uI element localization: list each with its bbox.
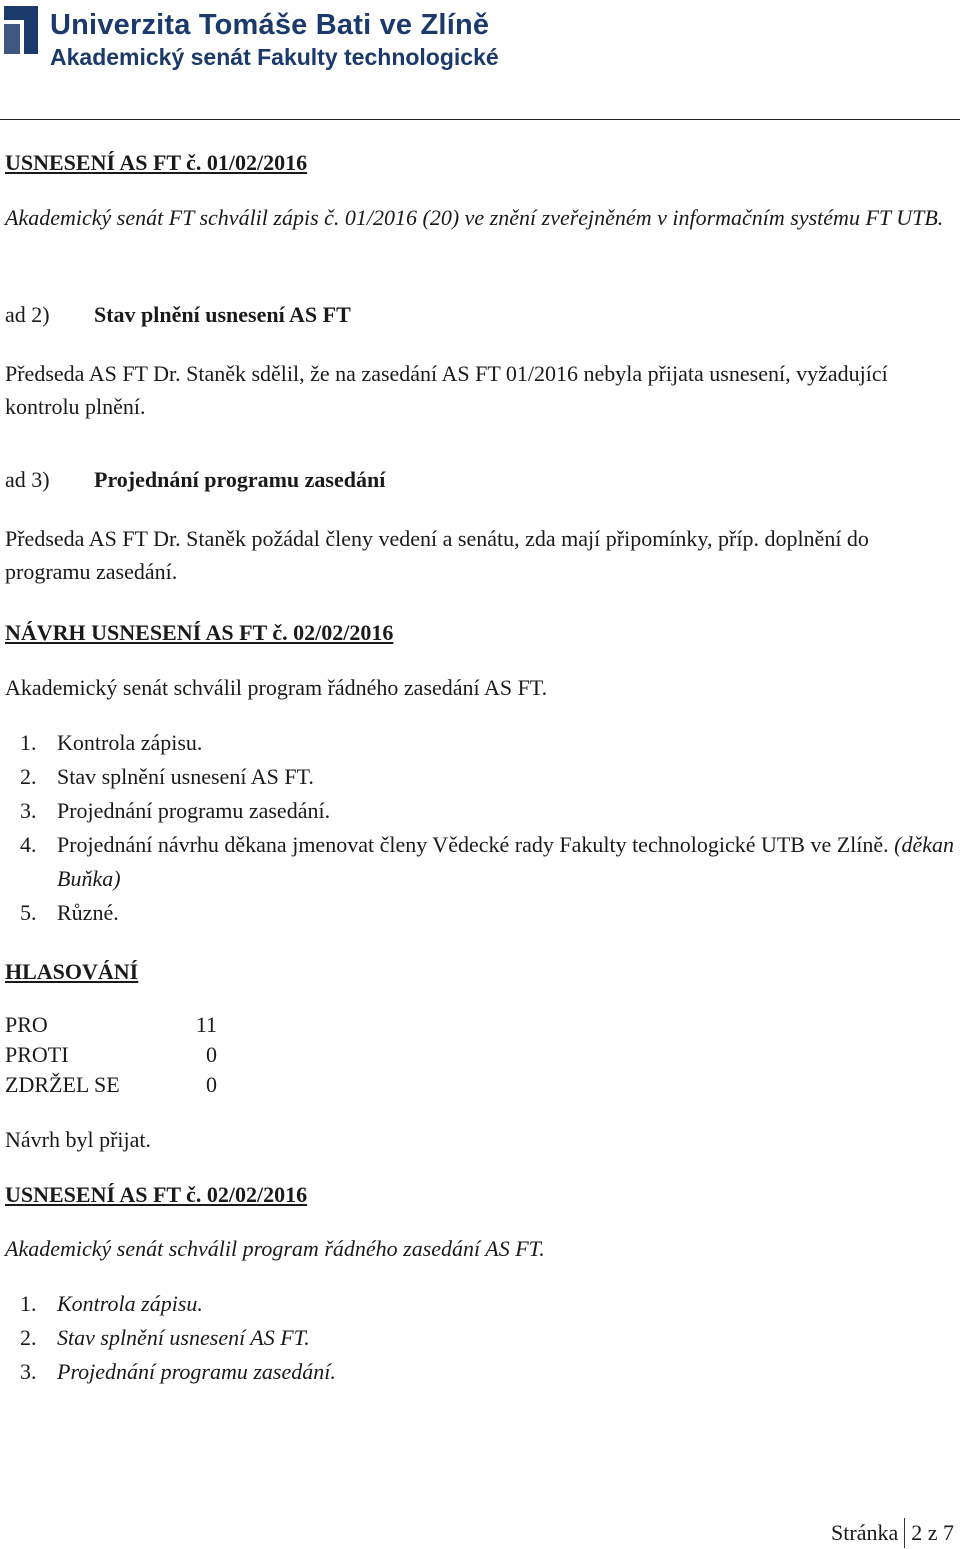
list-item-number: 4.: [20, 832, 37, 857]
header-divider: [0, 119, 960, 120]
resolution2-title: USNESENÍ AS FT č. 02/02/2016: [5, 1182, 308, 1207]
document-header: [4, 4, 499, 76]
list-item-number: 1.: [20, 730, 37, 755]
program-list: [20, 726, 957, 930]
list-item-main-text: Projednání návrhu děkana jmenovat členy Vědecké rady Fakulty technologické UTB ve Zlíně.: [57, 832, 889, 857]
page-label: Stránka: [831, 1520, 899, 1545]
list-item: [20, 1355, 957, 1389]
list-item: [20, 828, 957, 896]
list-item-number: 3.: [20, 798, 37, 823]
list-item: [20, 760, 957, 794]
utb-logo-icon: [4, 6, 38, 54]
list-item-text: Stav splnění usnesení AS FT.: [57, 764, 314, 789]
resolution1: [5, 146, 307, 179]
resolution1-text: Akademický senát FT schválil zápis č. 01/2016 (20) ve znění zveřejněném v informačním systému FT UTB.: [5, 205, 944, 230]
resolution2-text: Akademický senát schválil program řádného zasedání AS FT.: [5, 1236, 545, 1261]
proposal-title: NÁVRH USNESENÍ AS FT č. 02/02/2016: [5, 620, 394, 645]
list-item-text: Projednání programu zasedání.: [57, 798, 331, 823]
ad3-title: Projednání programu zasedání: [94, 467, 386, 492]
voting-table: [5, 1010, 217, 1100]
ad2-text: Předseda AS FT Dr. Staněk sdělil, že na zasedání AS FT 01/2016 nebyla přijata usnesení, vyžadující kontrolu plnění.: [5, 361, 888, 419]
page-of: z: [927, 1520, 938, 1545]
list-item-text: Různé.: [57, 900, 119, 925]
list-item-text: [57, 828, 957, 896]
vote-value: 0: [206, 1072, 217, 1097]
senate-name: Akademický senát Fakulty technologické: [50, 44, 499, 70]
list-item-text: Kontrola zápisu.: [57, 1291, 203, 1316]
resolution1-title: USNESENÍ AS FT č. 01/02/2016: [5, 150, 308, 175]
vote-label: PROTI: [5, 1042, 69, 1067]
voting-result: Návrh byl přijat.: [5, 1127, 152, 1152]
list-item-number: 2.: [20, 764, 37, 789]
vote-row: [5, 1070, 217, 1100]
list-item-number: 2.: [20, 1325, 37, 1350]
list-item-number: 1.: [20, 1291, 37, 1316]
list-item-note: (děkan Buňka): [57, 832, 955, 891]
list-item: [20, 726, 957, 760]
ad2-heading: [5, 298, 351, 331]
ad3-text: Předseda AS FT Dr. Staněk požádal členy vedení a senátu, zda mají připomínky, příp. doplnění do programu zasedání.: [5, 526, 869, 584]
list-item: [20, 794, 957, 828]
vote-row: [5, 1010, 217, 1040]
vote-value: 11: [195, 1012, 217, 1037]
ad2-title: Stav plnění usnesení AS FT: [94, 302, 351, 327]
list-item-text: Stav splnění usnesení AS FT.: [57, 1325, 310, 1350]
page-total: 7: [943, 1520, 954, 1545]
page-current: 2: [911, 1520, 923, 1545]
university-name: Univerzita Tomáše Bati ve Zlíně: [50, 9, 490, 41]
vote-label: ZDRŽEL SE: [5, 1072, 120, 1097]
proposal-text: Akademický senát schválil program řádného zasedání AS FT.: [5, 675, 548, 700]
voting-title: HLASOVÁNÍ: [5, 959, 139, 984]
vote-row: [5, 1040, 217, 1070]
page-footer: [831, 1517, 954, 1549]
list-item-text: Projednání programu zasedání.: [57, 1359, 336, 1384]
list-item-number: 3.: [20, 1359, 37, 1384]
vote-label: PRO: [5, 1012, 48, 1037]
list-item: [20, 1287, 957, 1321]
list-item-text: Kontrola zápisu.: [57, 730, 203, 755]
ad3-heading: [5, 463, 385, 496]
list-item: [20, 896, 957, 930]
list-item-number: 5.: [20, 900, 37, 925]
ad3-number: ad 3): [5, 467, 50, 492]
footer-divider: [904, 1518, 905, 1548]
vote-value: 0: [206, 1042, 217, 1067]
resolution2-list: [20, 1287, 957, 1389]
list-item: [20, 1321, 957, 1355]
ad2-number: ad 2): [5, 302, 50, 327]
logo-text: [50, 4, 499, 72]
